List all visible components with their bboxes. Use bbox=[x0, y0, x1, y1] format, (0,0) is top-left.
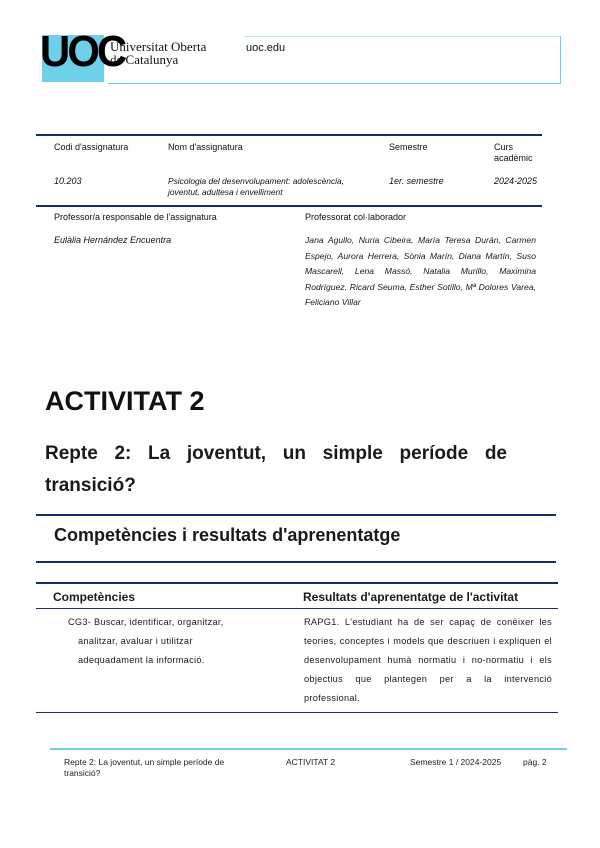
label-responsible-professor: Professor/a responsable de l'assignatura bbox=[54, 212, 217, 222]
competences-heading-bottom-rule bbox=[36, 561, 556, 563]
competences-heading: Competències i resultats d'aprenentatge bbox=[54, 525, 401, 545]
value-semester: 1er. semestre bbox=[389, 176, 444, 186]
uoc-logo: UOC bbox=[40, 27, 125, 76]
footer-document-title: Repte 2: La joventut, un simple període de transició? bbox=[64, 757, 225, 778]
university-name-line1: Universitat Oberta bbox=[110, 39, 207, 54]
value-subject-name-line1: Psicologia del desenvolupament: adolescència, bbox=[168, 176, 344, 186]
label-semester: Semestre bbox=[389, 142, 428, 152]
competences-heading-top-rule bbox=[36, 514, 556, 516]
label-academic-year-line1: Curs bbox=[494, 142, 514, 152]
value-subject-name bbox=[168, 176, 344, 198]
university-url-link[interactable]: uoc.edu bbox=[246, 42, 286, 54]
footer-rule bbox=[50, 748, 567, 750]
label-subject-code: Codi d'assignatura bbox=[54, 142, 129, 152]
header-rule-top bbox=[244, 36, 560, 37]
value-subject-code: 10.203 bbox=[54, 176, 82, 186]
competences-table-header-rule bbox=[36, 608, 558, 609]
results-column-header: Resultats d'aprenentatge de l'activitat bbox=[303, 590, 519, 604]
footer-activity: ACTIVITAT 2 bbox=[286, 757, 336, 767]
value-responsible-professor: Eulàlia Hernández Encuentra bbox=[54, 235, 172, 245]
label-academic-year bbox=[494, 142, 533, 164]
competence-cg3: CG3- Buscar, identificar, organitzar, analitzar, avaluar i utilitzar adequadament la informació. bbox=[68, 617, 224, 665]
competences-table-bottom-rule bbox=[36, 712, 558, 713]
header-rule-bottom bbox=[108, 83, 560, 84]
competences-table-top-rule bbox=[36, 582, 558, 584]
challenge-subtitle: Repte 2: La joventut, un simple període de transició? bbox=[45, 443, 507, 496]
value-collaborating-faculty: Jana Agullo, Nuria Cibeira, María Teresa Durán, Carmen Espejo, Aurora Herrera, Sònia Marín, Diana Martín, Suso Mascarell, Lena Massó, Natalia Murillo, Maximina Rodríguez, Ricard Seuma, Esther Sotillo, Mª Dolores Varea, Feliciano Villar bbox=[305, 235, 536, 307]
info-table-middle-rule bbox=[36, 205, 542, 207]
label-subject-name: Nom d'assignatura bbox=[168, 142, 243, 152]
label-academic-year-line2: acadèmic bbox=[494, 153, 533, 163]
header-rule-vertical bbox=[560, 36, 561, 84]
university-name bbox=[110, 40, 206, 66]
activity-title: ACTIVITAT 2 bbox=[45, 386, 205, 416]
footer-page-number: pàg. 2 bbox=[523, 757, 547, 767]
competences-column-header: Competències bbox=[53, 590, 136, 604]
learning-result-rapg1: RAPG1. L'estudiant ha de ser capaç de conèixer les teories, conceptes i models que descriuen i expliquen el desenvolupament humà normatiu i no-normatiu i els objectius que plantegen per a la intervenció professional. bbox=[304, 617, 552, 703]
info-table-top-rule bbox=[36, 134, 542, 136]
university-name-line2: de Catalunya bbox=[110, 52, 179, 67]
value-academic-year: 2024-2025 bbox=[494, 176, 538, 186]
footer-semester: Semestre 1 / 2024-2025 bbox=[410, 757, 502, 767]
label-collaborating-faculty: Professorat col·laborador bbox=[305, 212, 407, 222]
value-subject-name-line2: joventut, adultesa i envelliment bbox=[168, 187, 283, 197]
